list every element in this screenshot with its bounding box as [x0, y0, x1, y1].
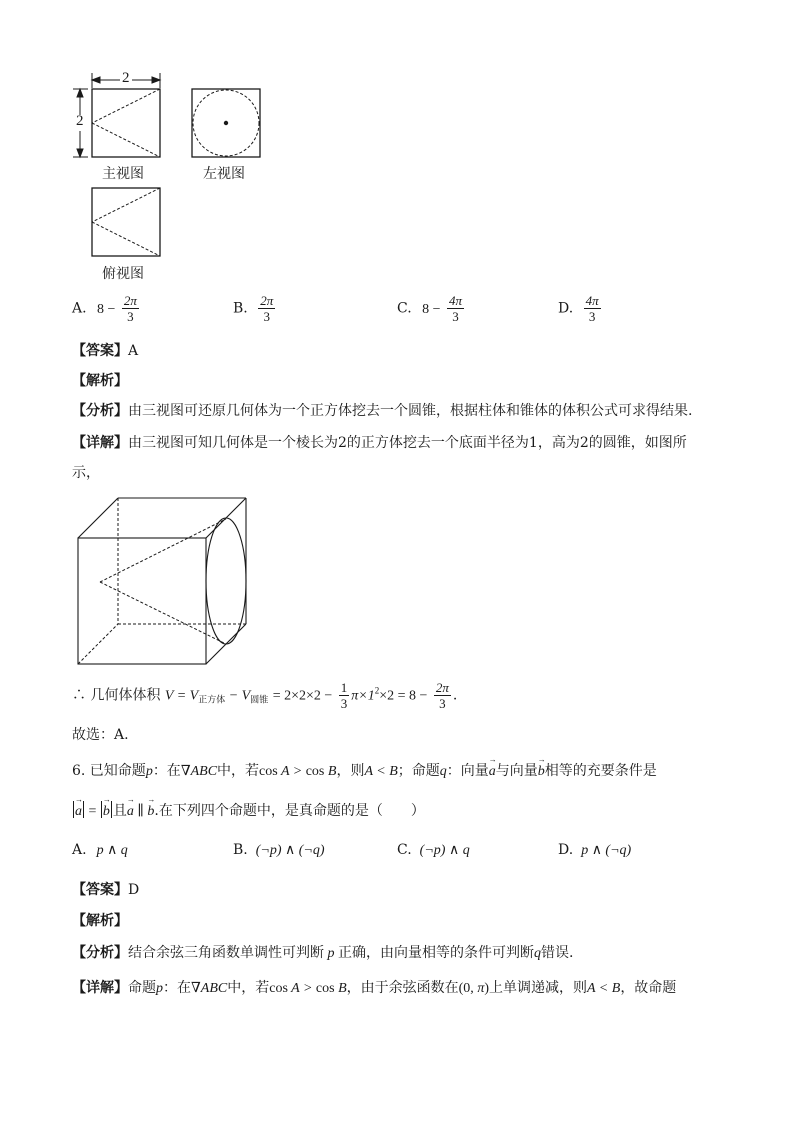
q6-option-a: A. p ∧ q [72, 842, 128, 858]
q5-option-d: D. $\frac{4\pi}{3}$ [558, 293, 599, 324]
q6-option-b: B. (¬p) ∧ (¬q) [233, 842, 325, 858]
q5-volume-formula: ∴ 几何体体积 $V = V_{正方体} - V_{圆锥} = 2\times 2\times 2$ − $\frac{1}{3}$ $\pi\times 1^2\times 2 = 8$ − $\frac{2\pi}{3}$ . [72, 680, 458, 711]
q5-option-c: C. 8 − $\frac{4\pi}{3}$ [397, 293, 462, 324]
q5-detail-line2: 示， [72, 465, 100, 481]
q6-jiexi-heading: 【解析】 [72, 913, 128, 929]
q6-stem-line2: → a = → b 且→ a ∥ → b.在下列四个命题中，是真命题的是（ ） [72, 800, 425, 820]
top-view [92, 188, 160, 256]
q6-answer: 【答案】D [72, 882, 140, 898]
q5-jiexi-heading: 【解析】 [72, 373, 128, 389]
q5-option-a: A. 8 − $\frac{2\pi}{3}$ [72, 293, 137, 324]
q5-analysis: 【分析】由三视图可还原几何体为一个正方体挖去一个圆锥，根据柱体和锥体的体积公式可求得结果. [72, 403, 693, 419]
q6-analysis: 【分析】结合余弦三角函数单调性可判断 p 正确，由向量相等的条件可判断q错误. [72, 945, 574, 961]
side-view [192, 89, 260, 157]
dim-width-label: 2 [122, 70, 130, 86]
cube-cone-figure [70, 490, 260, 670]
q6-option-d: D. p ∧ (¬q) [558, 842, 632, 858]
front-view-label: 主视图 [102, 166, 144, 182]
q5-answer: 【答案】A [72, 343, 139, 359]
front-view [92, 89, 160, 157]
q5-conclusion: 故选：A. [72, 727, 129, 743]
q6-detail: 【详解】命题p：在∇ABC中，若cos A > cos B，由于余弦函数在(0, π)上单调递减，则A < B，故命题 [72, 980, 677, 996]
top-view-label: 俯视图 [102, 266, 144, 282]
q5-detail-line1: 【详解】由三视图可知几何体是一个棱长为2的正方体挖去一个底面半径为1，高为2的圆锥，如图所 [72, 435, 687, 451]
side-view-label: 左视图 [203, 166, 245, 182]
q6-stem-line1: 6. 已知命题p：在∇ABC中，若cos A > cos B，则A < B；命题q：向量→ a与向量→ b相等的充要条件是 [72, 760, 657, 780]
q5-option-b: B. $\frac{2\pi}{3}$ [233, 293, 274, 324]
q6-option-c: C. (¬p) ∧ q [397, 842, 470, 858]
dim-height-label: 2 [76, 113, 84, 129]
